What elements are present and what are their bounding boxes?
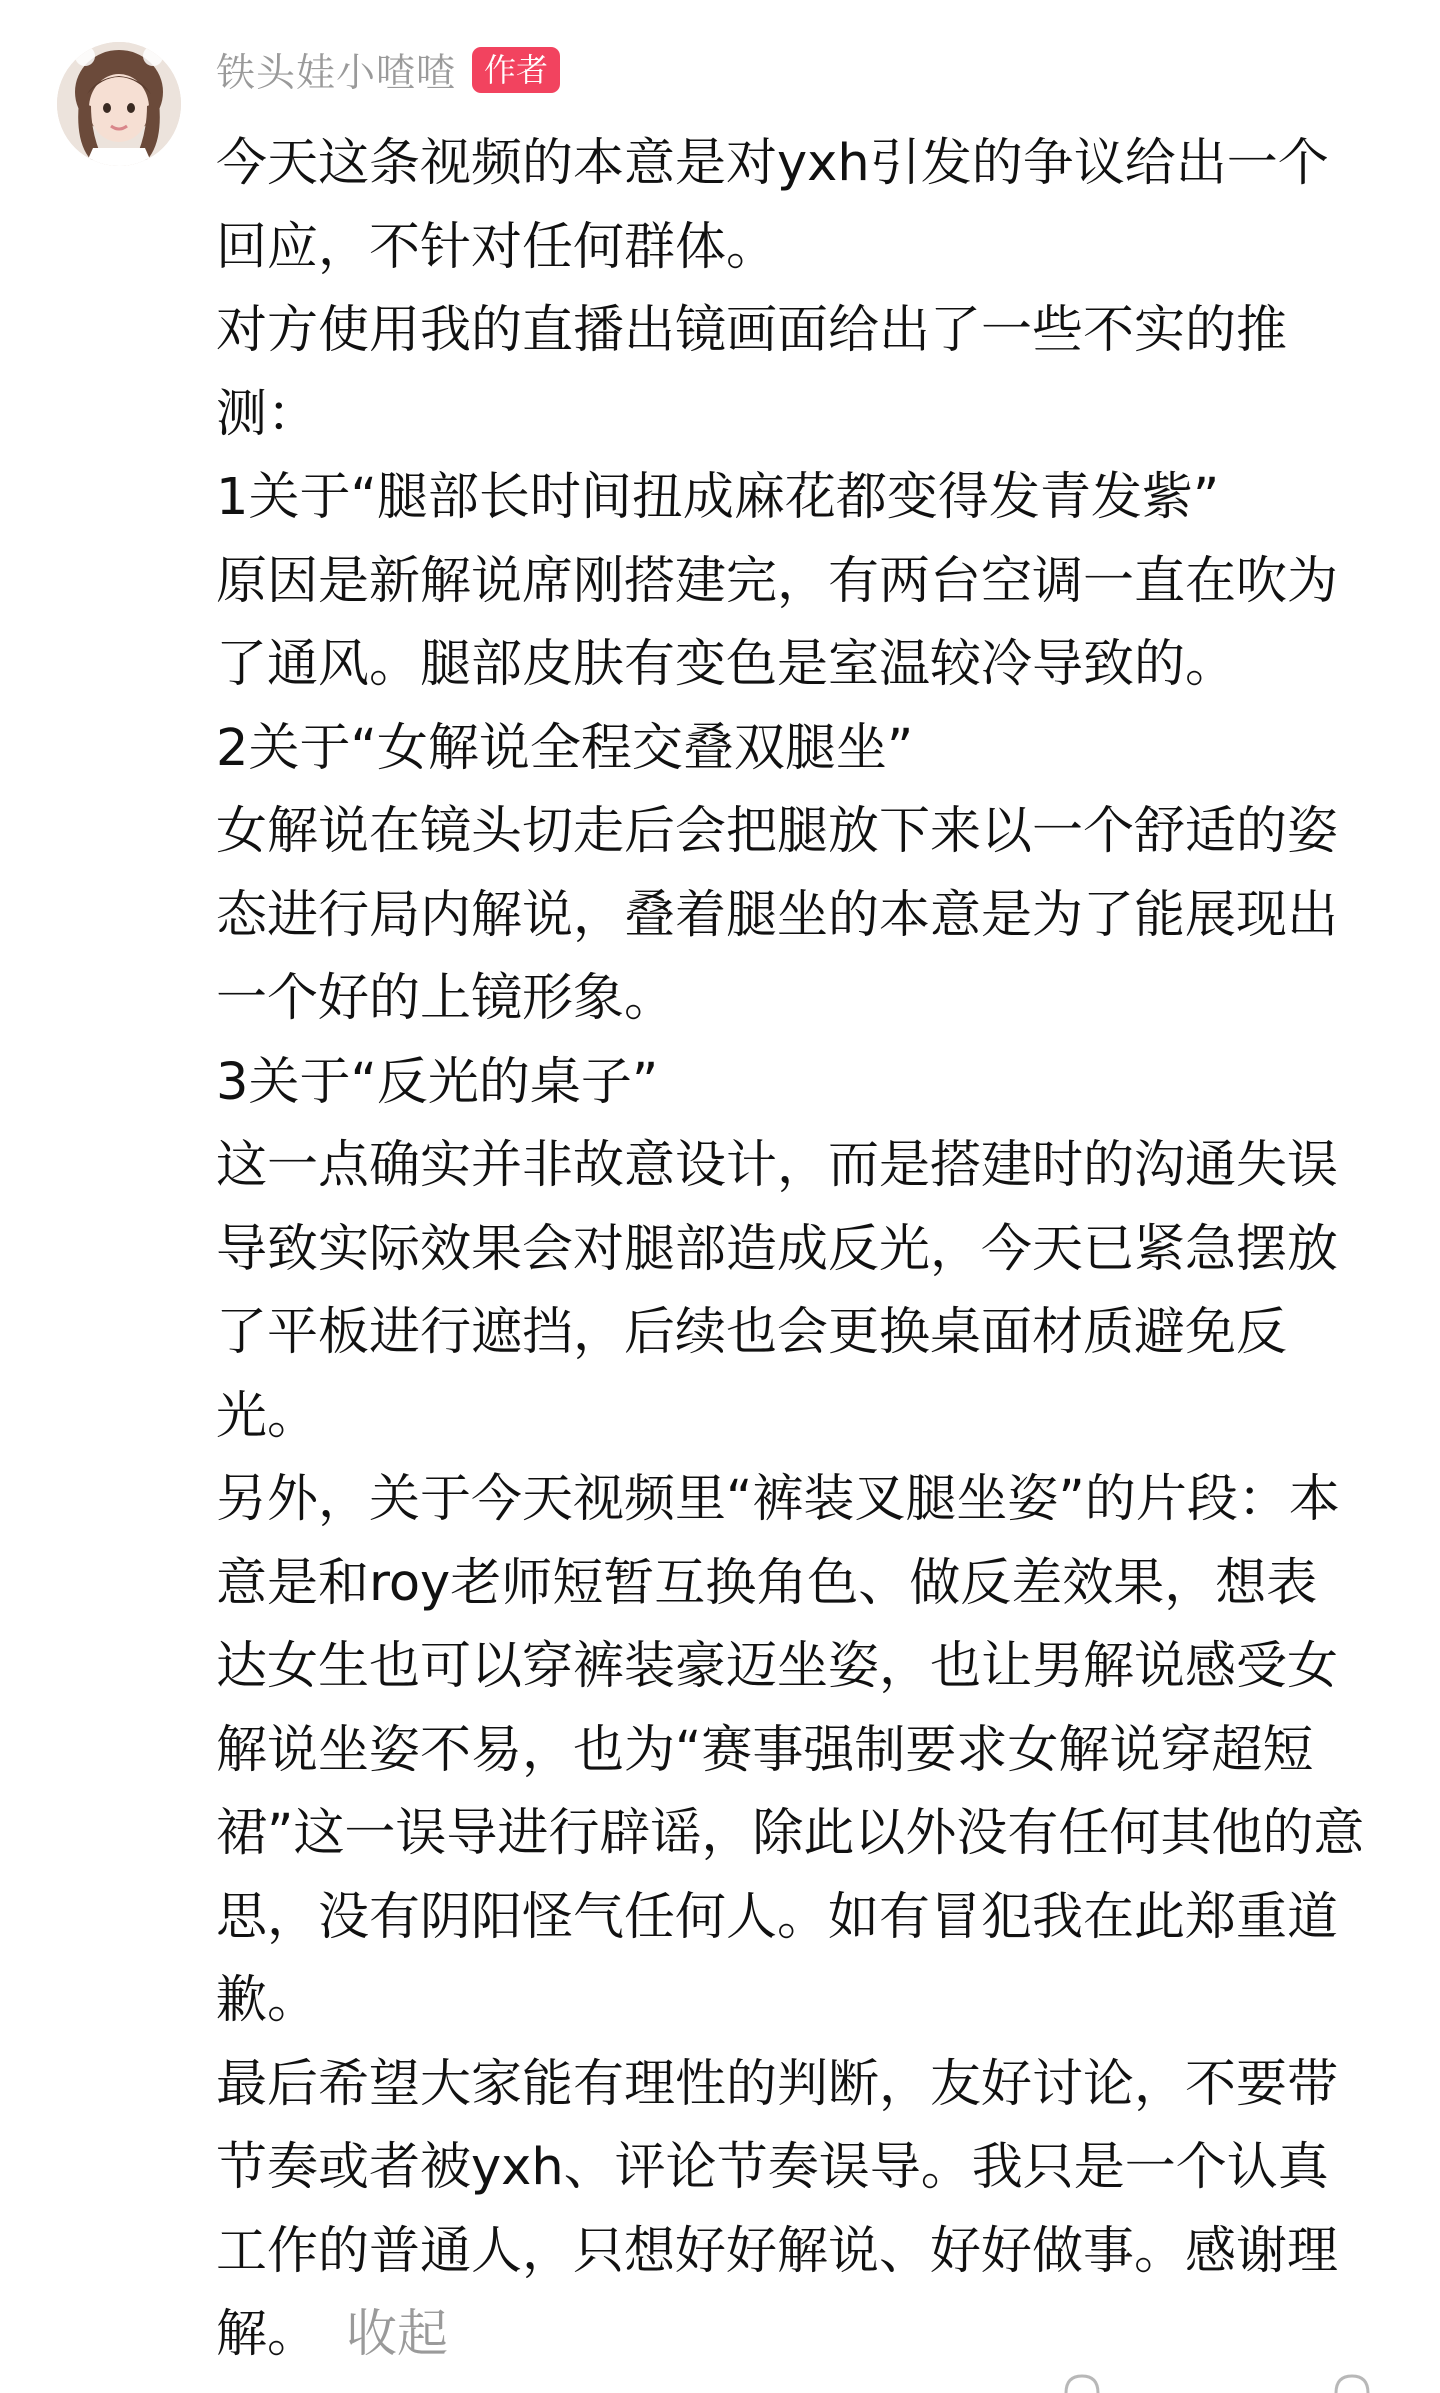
comment-line: 思，没有阴阳怪气任何人。如有冒犯我在此郑重道 xyxy=(216,1887,1339,1947)
avatar[interactable] xyxy=(57,42,181,166)
username[interactable]: 铁头娃小喳喳 xyxy=(216,51,457,96)
comment-last-line xyxy=(216,2293,1386,2377)
comment-icon[interactable] xyxy=(1330,2372,1374,2393)
comment-line: 歉。 xyxy=(216,1971,319,2030)
comment-line: 2关于“女解说全程交叠双腿坐” xyxy=(216,718,914,778)
comment-line: 光。 xyxy=(216,1386,319,1446)
comment-line: 工作的普通人，只想好好解说、好好做事。感谢理 xyxy=(216,2221,1339,2281)
comment-line: 3关于“反光的桌子” xyxy=(216,1052,659,1112)
comment-line: 一个好的上镜形象。 xyxy=(216,969,676,1028)
comment-line: 原因是新解说席刚搭建完，有两台空调一直在吹为 xyxy=(216,551,1339,611)
comment-line: 另外，关于今天视频里“裤装叉腿坐姿”的片段：本 xyxy=(216,1470,1340,1529)
avatar-image xyxy=(57,42,181,166)
comment-line: 这一点确实并非故意设计，而是搭建时的沟通失误 xyxy=(216,1136,1339,1195)
comment-line: 测： xyxy=(216,384,319,444)
comment-line: 解说坐姿不易，也为“赛事强制要求女解说穿超短 xyxy=(216,1720,1314,1780)
comment-line: 达女生也可以穿裤装豪迈坐姿，也让男解说感受女 xyxy=(216,1637,1339,1696)
comment-line: 解。 xyxy=(216,2305,319,2364)
comment-line: 了平板进行遮挡，后续也会更换桌面材质避免反 xyxy=(216,1303,1288,1362)
comment-line: 对方使用我的直播出镜画面给出了一些不实的推 xyxy=(216,301,1288,360)
comment-line: 态进行局内解说，叠着腿坐的本意是为了能展现出 xyxy=(216,885,1339,945)
comment-line: 最后希望大家能有理性的判断，友好讨论，不要带 xyxy=(216,2054,1339,2114)
action-bar xyxy=(0,2372,1440,2393)
comment-line: 1关于“腿部长时间扭成麻花都变得发青发紫” xyxy=(216,468,1220,527)
comment-line: 了通风。腿部皮肤有变色是室温较冷导致的。 xyxy=(216,635,1237,694)
comment-line: 裙”这一误导进行辟谣，除此以外没有任何其他的意 xyxy=(216,1804,1365,1863)
comment-text xyxy=(216,122,1386,2377)
comment-line: 节奏或者被yxh、评论节奏误导。我只是一个认真 xyxy=(216,2138,1329,2197)
comment-line: 女解说在镜头切走后会把腿放下来以一个舒适的姿 xyxy=(216,802,1339,861)
comment-line: 今天这条视频的本意是对yxh引发的争议给出一个 xyxy=(216,134,1329,193)
comment-line: 意是和roy老师短暂互换角色、做反差效果，想表 xyxy=(216,1553,1318,1613)
author-badge: 作者 xyxy=(472,47,560,93)
comment-line: 导致实际效果会对腿部造成反光，今天已紧急摆放 xyxy=(216,1219,1339,1279)
collapse-link[interactable]: 收起 xyxy=(346,2305,449,2364)
comment-line: 回应，不针对任何群体。 xyxy=(216,217,778,277)
comment-header xyxy=(216,38,560,102)
like-icon[interactable] xyxy=(1060,2372,1104,2393)
